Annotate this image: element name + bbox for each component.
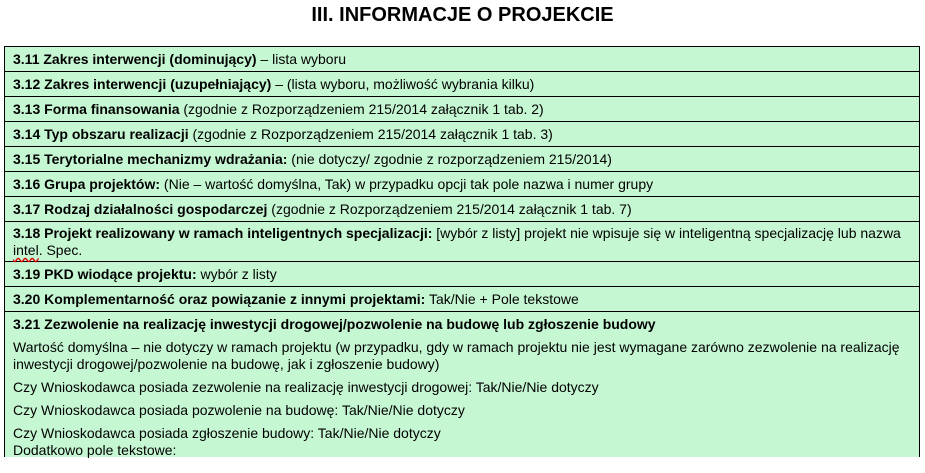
row-label: 3.12 Zakres interwencji (uzupełniający): [13, 76, 272, 92]
row-text: Tak/Nie + Pole tekstowe: [425, 291, 579, 307]
row-paragraph-road-permit: Czy Wnioskodawca posiada zezwolenie na realizację inwestycji drogowej: Tak/Nie/Nie dotyczy: [13, 379, 599, 395]
row-label: 3.13 Forma finansowania: [13, 101, 180, 117]
row-label: 3.11 Zakres interwencji (dominujący): [13, 51, 257, 67]
row-label: 3.21 Zezwolenie na realizację inwestycji drogowej/pozwolenie na budowę lub zgłoszenie budowy: [13, 316, 656, 332]
row-paragraph-textfield: Dodatkowo pole tekstowe:: [13, 442, 177, 458]
row-label: 3.18 Projekt realizowany w ramach inteligentnych specjalizacji:: [13, 225, 433, 241]
row-text: wybór z listy: [196, 266, 277, 282]
section-title: III. INFORMACJE O PROJEKCIE: [311, 4, 614, 26]
table-row-3-19: [5, 262, 919, 287]
row-text: [wybór z listy] projekt nie wpisuje się w inteligentną specjalizację lub nazwa: [432, 225, 901, 241]
table-row-3-15: [5, 147, 919, 172]
row-text: (zgodnie z Rozporządzeniem 215/2014 załącznik 1 tab. 7): [267, 201, 632, 217]
row-text: – lista wyboru: [256, 51, 347, 67]
spellcheck-word: intel: [13, 242, 39, 258]
row-text: – (lista wyboru, możliwość wybrania kilku): [271, 76, 535, 92]
row-text: (zgodnie z Rozporządzeniem 215/2014 załącznik 1 tab. 3): [188, 126, 553, 142]
project-info-table: [4, 46, 920, 457]
row-text: (Nie – wartość domyślna, Tak) w przypadku opcji tak pole nazwa i numer grupy: [160, 176, 654, 192]
table-row-3-17: [5, 197, 919, 222]
row-label: 3.16 Grupa projektów:: [13, 176, 161, 192]
row-label: 3.15 Terytorialne mechanizmy wdrażania:: [13, 151, 288, 167]
table-row-3-16: [5, 172, 919, 197]
row-paragraph-building-permit: Czy Wnioskodawca posiada pozwolenie na budowę: Tak/Nie/Nie dotyczy: [13, 402, 465, 418]
row-paragraph-notification: Czy Wnioskodawca posiada zgłoszenie budowy: Tak/Nie/Nie dotyczy: [13, 425, 441, 441]
table-row-3-14: [5, 122, 919, 147]
row-label: 3.20 Komplementarność oraz powiązanie z innymi projektami:: [13, 291, 426, 307]
row-label: 3.14 Typ obszaru realizacji: [13, 126, 189, 142]
table-row-3-13: [5, 97, 919, 122]
table-row-3-21: [5, 312, 919, 457]
row-text: (nie dotyczy/ zgodnie z rozporządzeniem 215/2014): [287, 151, 612, 167]
table-row-3-11: [5, 47, 919, 72]
table-row-3-12: [5, 72, 919, 97]
row-text: (zgodnie z Rozporządzeniem 215/2014 załącznik 1 tab. 2): [179, 101, 544, 117]
table-row-3-18: [5, 222, 919, 262]
row-label: 3.17 Rodzaj działalności gospodarczej: [13, 201, 268, 217]
row-text-end: . Spec.: [38, 242, 83, 258]
table-row-3-20: [5, 287, 919, 312]
row-label: 3.19 PKD wiodące projektu:: [13, 266, 197, 282]
row-paragraph-default: Wartość domyślna – nie dotyczy w ramach projektu (w przypadku, gdy w ramach projektu nie jest wymagane zarówno zezwolenie na realizację inwestycji drogowej/pozwolenie na budowę, jak i zgłoszenie budowy): [13, 339, 900, 372]
